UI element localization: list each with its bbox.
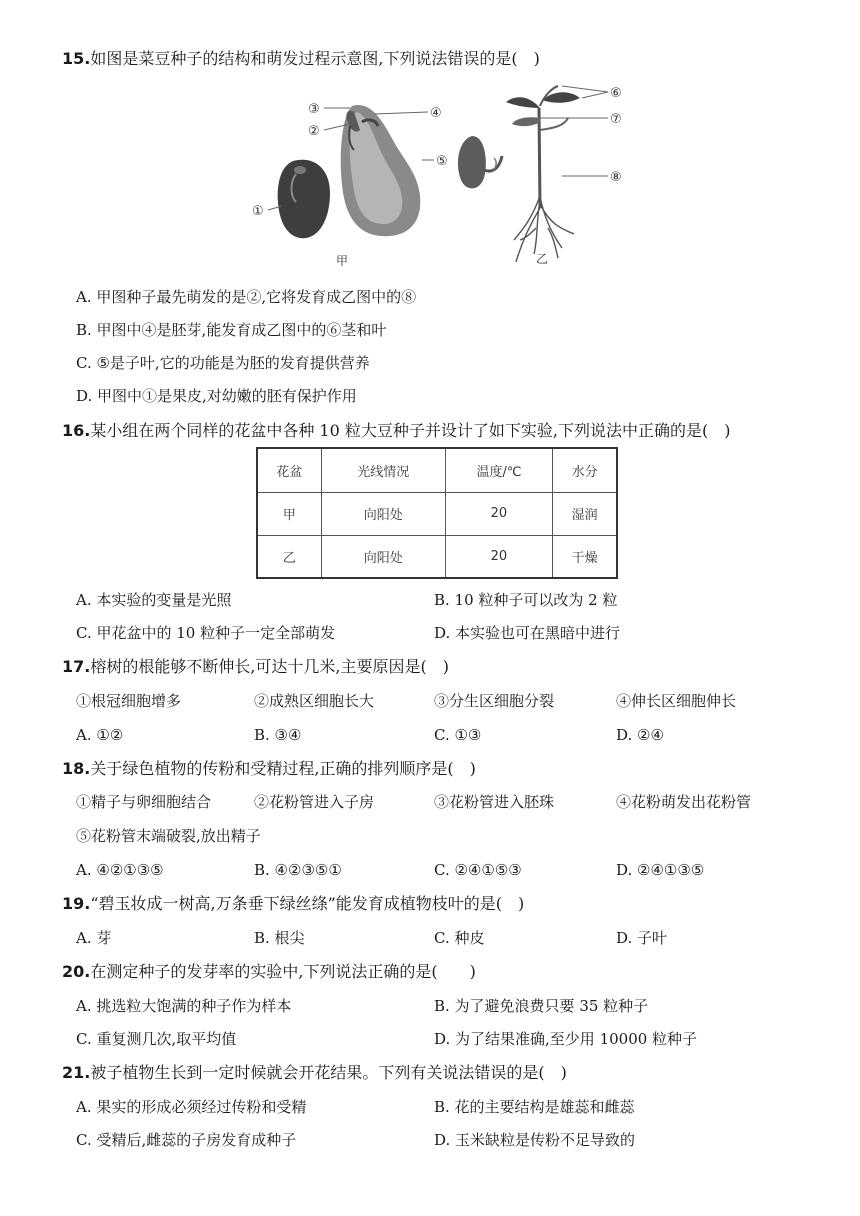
statement-item: ⑤花粉管末端破裂,放出精子 [76,827,261,845]
option-b[interactable]: B. 为了避免浪费只要 35 粒种子 [434,997,649,1015]
option-d[interactable]: D. 本实验也可在黑暗中进行 [434,624,621,642]
option-a[interactable]: A. 甲图种子最先萌发的是②,它将发育成乙图中的⑧ [76,288,417,306]
statement-item: ②花粉管进入子房 [254,793,375,811]
table-cell: 向阳处 [321,535,445,578]
question-number: 21. [62,1063,91,1082]
question-text: 在测定种子的发芽率的实验中,下列说法正确的是( ) [90,962,476,981]
question-17-stem [62,656,449,678]
figure-label: ⑥ [610,86,622,101]
statement-item: ④花粉萌发出花粉管 [616,793,752,811]
table-cell: 向阳处 [321,492,445,535]
question-15-stem [62,48,540,70]
table-header-cell: 水分 [553,448,617,492]
option-b[interactable]: B. 根尖 [254,929,305,947]
option-a[interactable]: A. ①② [76,726,124,744]
option-d[interactable]: D. 玉米缺粒是传粉不足导致的 [434,1131,636,1149]
option-d[interactable]: D. ②④①③⑤ [616,861,705,879]
option-b[interactable]: B. 花的主要结构是雄蕊和雌蕊 [434,1098,635,1116]
option-c[interactable]: C. 甲花盆中的 10 粒种子一定全部萌发 [76,624,336,642]
question-text: 被子植物生长到一定时候就会开花结果。下列有关说法错误的是( ) [90,1063,567,1082]
figure-caption-right: 乙 [536,252,549,266]
option-a[interactable]: A. 本实验的变量是光照 [76,591,232,609]
seed-section-illustration [341,105,421,236]
figure-label: ① [252,204,264,219]
question-number: 17. [62,657,91,676]
question-text: 某小组在两个同样的花盆中各种 10 粒大豆种子并设计了如下实验,下列说法中正确的是( ) [90,421,731,440]
table-header-cell: 温度/℃ [445,448,552,492]
figure-caption-left: 甲 [336,254,349,268]
statement-item: ①精子与卵细胞结合 [76,793,212,811]
table-header-cell: 光线情况 [321,448,445,492]
statement-item: ②成熟区细胞长大 [254,692,375,710]
whole-seed-illustration [278,160,330,238]
table-cell: 湿润 [553,492,617,535]
option-b[interactable]: B. 10 粒种子可以改为 2 粒 [434,591,618,609]
table-row [257,535,617,578]
question-text: 关于绿色植物的传粉和受精过程,正确的排列顺序是( ) [90,759,476,778]
experiment-table [256,447,618,579]
table-cell: 甲 [257,492,321,535]
figure-label: ④ [430,106,442,121]
option-c[interactable]: C. ⑤是子叶,它的功能是为胚的发育提供营养 [76,354,370,372]
option-c[interactable]: C. 受精后,雌蕊的子房发育成种子 [76,1131,297,1149]
germinating-seed-illustration [458,136,502,188]
option-b[interactable]: B. ④②③⑤① [254,861,342,879]
question-21-stem [62,1062,567,1084]
question-number: 15. [62,49,91,68]
question-text: “碧玉妆成一树高,万条垂下绿丝绦”能发育成植物枝叶的是( ) [90,894,525,913]
question-number: 20. [62,962,91,981]
option-c[interactable]: C. ②④①⑤③ [434,861,522,879]
option-d[interactable]: D. 甲图中①是果皮,对幼嫩的胚有保护作用 [76,387,357,405]
option-d[interactable]: D. 子叶 [616,929,668,947]
option-c[interactable]: C. 重复测几次,取平均值 [76,1030,237,1048]
table-cell: 20 [445,535,552,578]
question-number: 19. [62,894,91,913]
statement-item: ③花粉管进入胚珠 [434,793,555,811]
table-row [257,492,617,535]
figure-label: ⑤ [436,154,448,169]
option-a[interactable]: A. 挑选粒大饱满的种子作为样本 [76,997,292,1015]
figure-label: ② [308,124,320,139]
table-cell: 乙 [257,535,321,578]
bean-seed-germination-figure [244,78,644,273]
seedling-illustration [506,86,580,262]
option-a[interactable]: A. 芽 [76,929,112,947]
table-header-row [257,448,617,492]
question-text: 榕树的根能够不断伸长,可达十几米,主要原因是( ) [90,657,450,676]
statement-item: ①根冠细胞增多 [76,692,182,710]
question-16-stem [62,420,730,442]
question-text: 如图是菜豆种子的结构和萌发过程示意图,下列说法错误的是( ) [90,49,540,68]
option-b[interactable]: B. ③④ [254,726,302,744]
question-number: 16. [62,421,91,440]
question-18-stem [62,758,476,780]
option-d[interactable]: D. ②④ [616,726,664,744]
question-20-stem [62,961,476,983]
table-header-cell: 花盆 [257,448,321,492]
option-c[interactable]: C. 种皮 [434,929,485,947]
option-a[interactable]: A. ④②①③⑤ [76,861,164,879]
option-a[interactable]: A. 果实的形成必须经过传粉和受精 [76,1098,307,1116]
option-c[interactable]: C. ①③ [434,726,482,744]
figure-label: ⑧ [610,170,622,185]
statement-item: ④伸长区细胞伸长 [616,692,737,710]
statement-item: ③分生区细胞分裂 [434,692,555,710]
option-b[interactable]: B. 甲图中④是胚芽,能发育成乙图中的⑥茎和叶 [76,321,387,339]
table-cell: 20 [445,492,552,535]
option-d[interactable]: D. 为了结果准确,至少用 10000 粒种子 [434,1030,698,1048]
question-number: 18. [62,759,91,778]
table-cell: 干燥 [553,535,617,578]
figure-label: ③ [308,102,320,117]
figure-label: ⑦ [610,112,622,127]
question-19-stem [62,893,524,915]
